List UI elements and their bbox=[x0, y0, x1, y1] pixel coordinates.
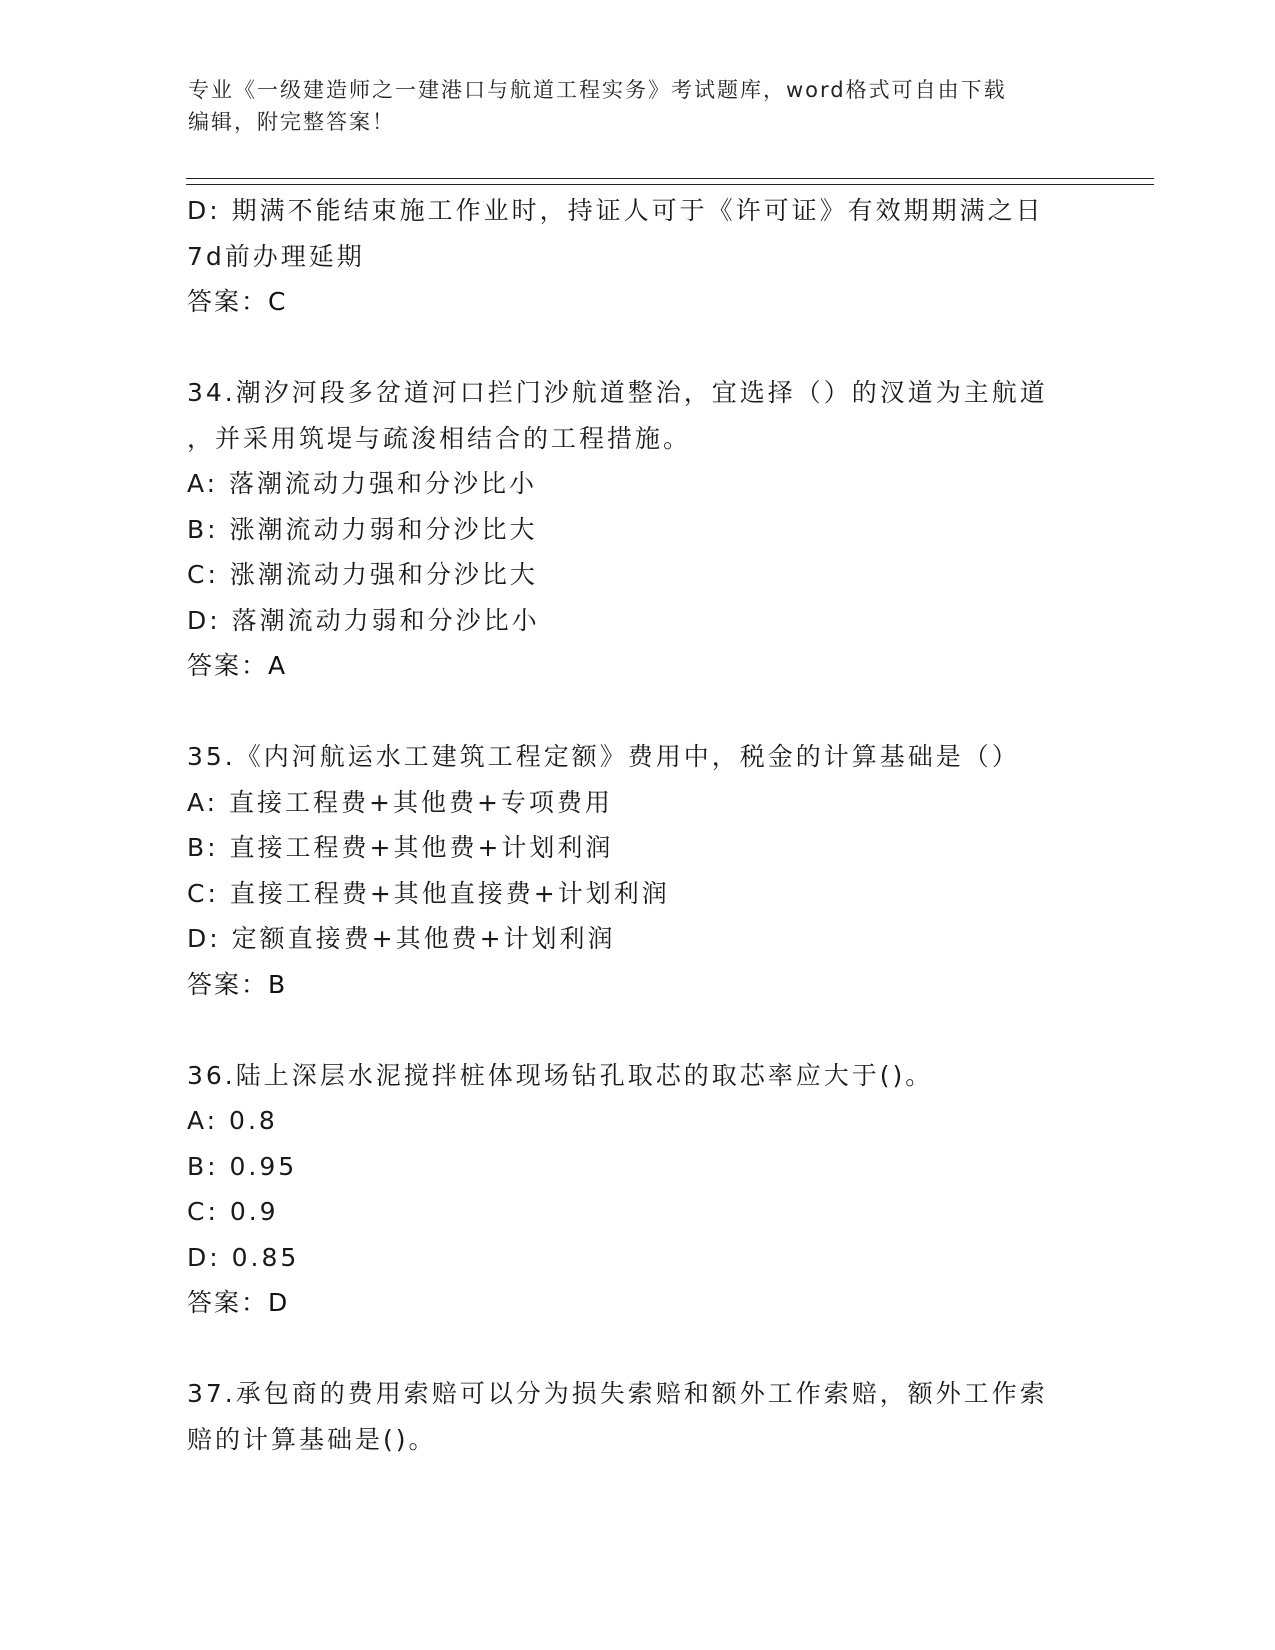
option-c: C: 直接工程费+其他直接费+计划利润 bbox=[187, 878, 670, 908]
option-d-line-2: 7d前办理延期 bbox=[187, 241, 365, 271]
question-33-continuation bbox=[187, 188, 1087, 325]
question-text-line: 赔的计算基础是()。 bbox=[187, 1424, 437, 1454]
option-a: A: 落潮流动力强和分沙比小 bbox=[187, 469, 538, 498]
option-b: B: 0.95 bbox=[187, 1151, 298, 1181]
option-c: C: 0.9 bbox=[187, 1197, 279, 1226]
header-line-1: 专业《一级建造师之一建港口与航道工程实务》考试题库，word格式可自由下载 bbox=[188, 78, 1007, 102]
option-b: B: 直接工程费+其他费+计划利润 bbox=[187, 833, 614, 862]
answer-line: 答案：D bbox=[187, 1288, 290, 1317]
question-35 bbox=[187, 734, 1087, 1007]
answer-line: 答案：A bbox=[187, 651, 288, 680]
option-a: A: 0.8 bbox=[187, 1106, 278, 1135]
answer-line: 答案：B bbox=[187, 969, 288, 999]
answer-line: 答案：C bbox=[187, 287, 288, 316]
option-d-line-1: D: 期满不能结束施工作业时，持证人可于《许可证》有效期期满之日 bbox=[187, 196, 1044, 225]
question-34 bbox=[187, 370, 1087, 689]
page-header bbox=[188, 74, 1068, 138]
question-37 bbox=[187, 1371, 1087, 1462]
option-a: A: 直接工程费+其他费+专项费用 bbox=[187, 787, 613, 817]
header-line-2: 编辑，附完整答案！ bbox=[188, 110, 395, 134]
header-divider bbox=[186, 178, 1154, 185]
option-d: D: 0.85 bbox=[187, 1242, 300, 1272]
question-36 bbox=[187, 1053, 1087, 1326]
option-b: B: 涨潮流动力弱和分沙比大 bbox=[187, 514, 538, 544]
document-body bbox=[187, 188, 1087, 1462]
question-text-line: ，并采用筑堤与疏浚相结合的工程措施。 bbox=[187, 423, 692, 453]
question-text-line: 36.陆上深层水泥搅拌桩体现场钻孔取芯的取芯率应大于()。 bbox=[187, 1060, 934, 1090]
option-d: D: 落潮流动力弱和分沙比小 bbox=[187, 605, 540, 635]
option-c: C: 涨潮流动力强和分沙比大 bbox=[187, 560, 538, 589]
option-d: D: 定额直接费+其他费+计划利润 bbox=[187, 924, 616, 953]
question-text-line: 35.《内河航运水工建筑工程定额》费用中，税金的计算基础是（） bbox=[187, 742, 1020, 771]
question-text-line: 34.潮汐河段多岔道河口拦门沙航道整治，宜选择（）的汊道为主航道 bbox=[187, 378, 1048, 407]
question-text-line: 37.承包商的费用索赔可以分为损失索赔和额外工作索赔，额外工作索 bbox=[187, 1379, 1048, 1408]
